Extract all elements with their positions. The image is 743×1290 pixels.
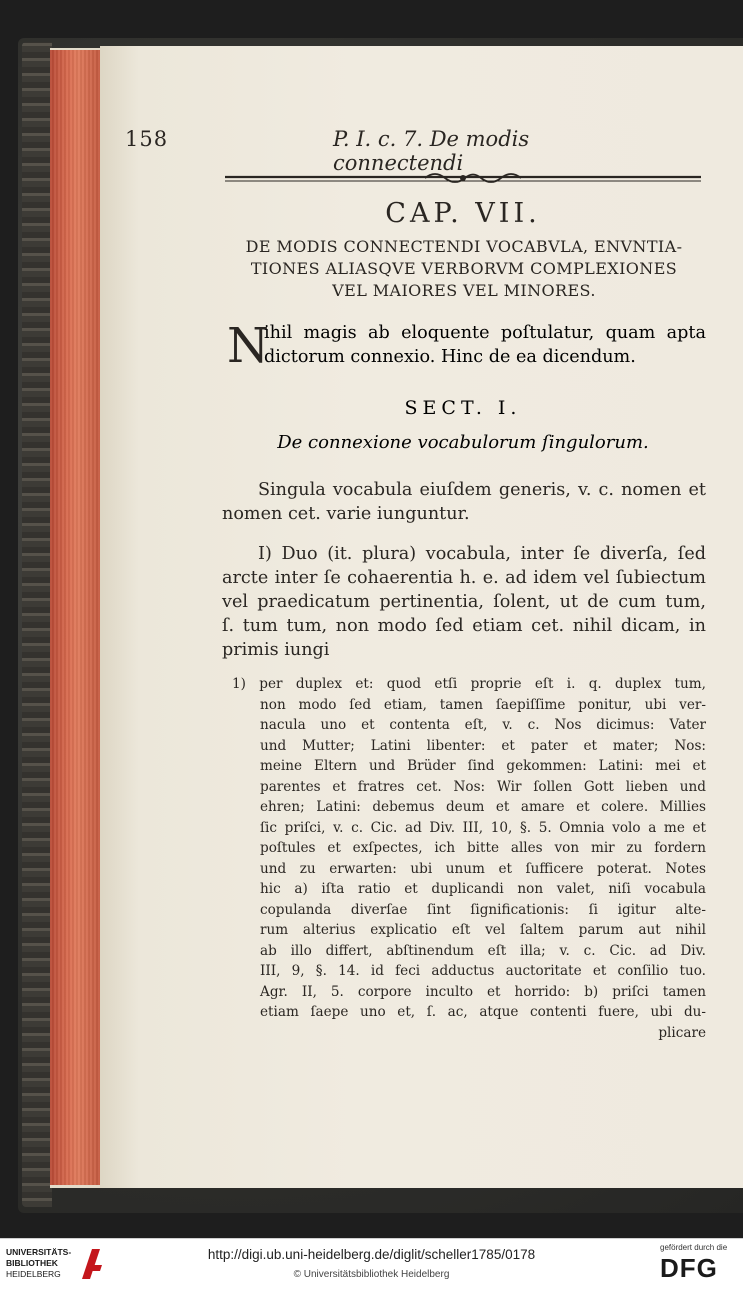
note-line: ab illo differt, abſtinendum eſt illa; v. c. Cic. ad Div. bbox=[260, 942, 706, 959]
note-line: nacula uno et contenta eſt, v. c. Nos dicimus: Vater bbox=[260, 717, 706, 733]
note-line: ſic priſci, v. c. Cic. ad Div. III, 10, §. 5. Omnia volo a me et bbox=[260, 819, 706, 836]
institution-line: HEIDELBERG bbox=[6, 1269, 61, 1279]
intro-paragraph bbox=[264, 321, 706, 369]
ornamental-rule bbox=[225, 171, 701, 185]
text-line: arcte inter ſe cohaerentia h. e. ad idem vel ſubiectum bbox=[222, 568, 706, 588]
note-line: rum alterius explicatio eſt vel ſaltem parum aut nihil bbox=[260, 922, 706, 938]
permalink-url[interactable]: http://digi.ub.uni-heidelberg.de/diglit/scheller1785/0178 bbox=[207, 1247, 536, 1262]
catchword: plicare bbox=[658, 1024, 706, 1041]
university-seal-icon bbox=[78, 1245, 104, 1283]
note-line: und zu erwarten: ubi unum et ſufficere poterat. Notes bbox=[260, 860, 706, 877]
chapter-subtitle-line: TIONES ALIASQVE VERBORVM COMPLEXIONES bbox=[250, 259, 678, 278]
note-line: non modo ſed etiam, tamen ſaepiſſime ponitur, ubi ver- bbox=[260, 696, 706, 713]
institution-line: BIBLIOTHEK bbox=[6, 1258, 58, 1268]
note-paragraph bbox=[222, 674, 706, 1043]
viewer-footer bbox=[0, 1238, 743, 1290]
university-library-logo[interactable] bbox=[6, 1247, 76, 1283]
note-line: copulanda diverſae ſint ſignificationis: ſi igitur alte- bbox=[260, 901, 706, 918]
note-line: etiam ſaepe uno et, ſ. ac, atque contenti fuere, ubi du- bbox=[260, 1004, 706, 1020]
text-line: primis iungi bbox=[222, 640, 330, 660]
running-head bbox=[125, 127, 605, 175]
text-line: nomen cet. varie iunguntur. bbox=[222, 504, 470, 524]
copyright-notice: © Universitätsbibliothek Heidelberg bbox=[293, 1269, 450, 1280]
paragraph-duo bbox=[222, 542, 706, 662]
note-line: poſtules et exſpectes, ich bitte alles von mir zu fordern bbox=[260, 840, 706, 856]
drop-cap: N bbox=[227, 318, 269, 374]
chapter-subtitle-line: VEL MAIORES VEL MINORES. bbox=[332, 281, 596, 300]
text-line: vel praedicatum pertinentia, ſolent, ut de cum tum, bbox=[222, 592, 706, 612]
text-line: Singula vocabula eiuſdem generis, v. c. nomen et bbox=[258, 480, 706, 500]
note-line: meine Eltern und Brüder ſind gekommen: Latini: mei et bbox=[260, 758, 706, 774]
note-line: 1) per duplex et: quod etſi proprie eſt i. q. duplex tum, bbox=[232, 676, 706, 692]
dfg-logo[interactable]: DFG bbox=[660, 1253, 718, 1283]
note-line: und Mutter; Latini libenter: et pater et mater; Nos: bbox=[260, 737, 706, 754]
note-line: parentes et fratres cet. Nos: Wir ſollen Gott lieben und bbox=[260, 778, 706, 795]
note-line: ehren; Latini: debemus deum et amare et colere. Millies bbox=[260, 799, 706, 815]
text-line: ihil magis ab eloquente poſtulatur, quam apta bbox=[264, 323, 706, 343]
text-line: dictorum connexio. Hinc de ea dicendum. bbox=[264, 347, 636, 367]
funding-label: gefördert durch die bbox=[660, 1243, 728, 1252]
page-number: 158 bbox=[125, 127, 169, 151]
chapter-title: CAP. VII. bbox=[385, 198, 541, 229]
chapter-subtitle-line: DE MODIS CONNECTENDI VOCABVLA, ENVNTIA- bbox=[245, 237, 683, 256]
section-subtitle: De connexione vocabulorum ſingulorum. bbox=[277, 432, 649, 453]
paragraph-singula bbox=[222, 478, 706, 526]
note-line: III, 9, §. 14. id feci adductus auctoritate et conſilio tuo. bbox=[260, 963, 706, 979]
chapter-subtitle bbox=[222, 236, 706, 302]
note-line: Agr. II, 5. corpore inculto et horrido: b) priſci tamen bbox=[260, 983, 706, 1000]
book-binding bbox=[22, 42, 52, 1207]
red-page-edges bbox=[50, 50, 100, 1185]
institution-line: UNIVERSITÄTS- bbox=[6, 1247, 72, 1257]
running-title: P. I. c. 7. De modis connectendi bbox=[333, 127, 530, 175]
note-line: hic a) iſta ratio et duplicandi non valet, niſi vocabula bbox=[260, 881, 706, 897]
section-title: SECT. I. bbox=[404, 397, 522, 419]
text-line: I) Duo (it. plura) vocabula, inter ſe diverſa, ſed bbox=[258, 544, 706, 564]
text-line: ſ. tum tum, non modo ſed etiam cet. nihil dicam, in bbox=[222, 616, 706, 636]
